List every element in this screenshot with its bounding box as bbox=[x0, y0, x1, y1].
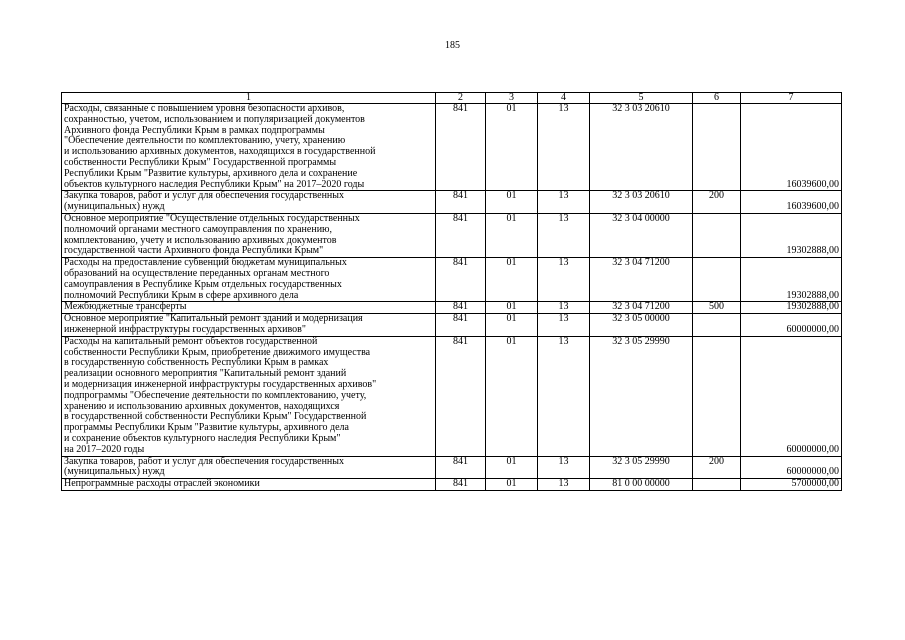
row-description bbox=[62, 302, 436, 314]
subsection-code: 13 bbox=[538, 191, 590, 214]
section-code: 01 bbox=[486, 302, 538, 314]
row-description bbox=[62, 258, 436, 302]
row-description bbox=[62, 336, 436, 456]
amount: 16039600,00 bbox=[741, 191, 842, 214]
header-cell-4: 4 bbox=[538, 93, 590, 104]
amount: 5700000,00 bbox=[741, 479, 842, 491]
page-number: 185 bbox=[445, 40, 460, 51]
subsection-code: 13 bbox=[538, 258, 590, 302]
amount: 60000000,00 bbox=[741, 456, 842, 479]
subsection-code: 13 bbox=[538, 314, 590, 337]
section-code: 01 bbox=[486, 191, 538, 214]
target-article-code: 32 3 03 20610 bbox=[590, 191, 693, 214]
header-cell-2: 2 bbox=[436, 93, 486, 104]
row-description-text: Межбюджетные трансферты bbox=[64, 301, 187, 313]
expense-type-code bbox=[693, 314, 741, 337]
expense-type-code bbox=[693, 213, 741, 257]
ministry-code: 841 bbox=[436, 479, 486, 491]
target-article-code: 32 3 04 71200 bbox=[590, 258, 693, 302]
subsection-code: 13 bbox=[538, 336, 590, 456]
budget-table bbox=[61, 92, 842, 491]
target-article-code: 81 0 00 00000 bbox=[590, 479, 693, 491]
target-article-code: 32 3 04 71200 bbox=[590, 302, 693, 314]
table-row bbox=[62, 479, 842, 491]
target-article-code: 32 3 04 00000 bbox=[590, 213, 693, 257]
ministry-code: 841 bbox=[436, 456, 486, 479]
subsection-code: 13 bbox=[538, 479, 590, 491]
row-description-text: Расходы, связанные с повышением уровня безопасности архивов, сохранностью, учетом, использованием и популяризацией документов Архивного фонда Республики Крым в рамках подпрограммы "Обеспечение деятельности по комплектованию, учету, хранению и использованию архивных документов, находящихся в государственной собственности Республики Крым" Государственной программы Республики Крым "Развитие культуры, архивного дела и сохранение объектов культурного наследия Республики Крым" на 2017–2020 годы bbox=[64, 103, 376, 190]
row-description bbox=[62, 213, 436, 257]
table-row bbox=[62, 213, 842, 257]
row-description-text: Закупка товаров, работ и услуг для обеспечения государственных (муниципальных) нужд bbox=[64, 455, 345, 478]
table-row bbox=[62, 191, 842, 214]
table-row bbox=[62, 314, 842, 337]
subsection-code: 13 bbox=[538, 104, 590, 191]
expense-type-code: 200 bbox=[693, 191, 741, 214]
table-row bbox=[62, 336, 842, 456]
ministry-code: 841 bbox=[436, 302, 486, 314]
row-description bbox=[62, 456, 436, 479]
row-description bbox=[62, 191, 436, 214]
row-description bbox=[62, 314, 436, 337]
table-row bbox=[62, 258, 842, 302]
row-description-text: Закупка товаров, работ и услуг для обеспечения государственных (муниципальных) нужд bbox=[64, 190, 345, 213]
target-article-code: 32 3 05 29990 bbox=[590, 456, 693, 479]
target-article-code: 32 3 03 20610 bbox=[590, 104, 693, 191]
amount: 16039600,00 bbox=[741, 104, 842, 191]
ministry-code: 841 bbox=[436, 213, 486, 257]
row-description bbox=[62, 479, 436, 491]
table-row bbox=[62, 302, 842, 314]
section-code: 01 bbox=[486, 104, 538, 191]
section-code: 01 bbox=[486, 479, 538, 491]
header-cell-3: 3 bbox=[486, 93, 538, 104]
ministry-code: 841 bbox=[436, 191, 486, 214]
header-cell-5: 5 bbox=[590, 93, 693, 104]
subsection-code: 13 bbox=[538, 456, 590, 479]
header-cell-1: 1 bbox=[62, 93, 436, 104]
section-code: 01 bbox=[486, 213, 538, 257]
amount: 19302888,00 bbox=[741, 258, 842, 302]
target-article-code: 32 3 05 00000 bbox=[590, 314, 693, 337]
header-cell-6: 6 bbox=[693, 93, 741, 104]
expense-type-code bbox=[693, 104, 741, 191]
section-code: 01 bbox=[486, 314, 538, 337]
header-cell-7: 7 bbox=[741, 93, 842, 104]
subsection-code: 13 bbox=[538, 302, 590, 314]
row-description-text: Расходы на предоставление субвенций бюджетам муниципальных образований на осуществление переданных органам местного самоуправления в Республике Крым отдельных государственных полномочий Республики Крым в сфере архивного дела bbox=[64, 257, 347, 301]
expense-type-code bbox=[693, 479, 741, 491]
table-row bbox=[62, 104, 842, 191]
row-description bbox=[62, 104, 436, 191]
section-code: 01 bbox=[486, 456, 538, 479]
ministry-code: 841 bbox=[436, 104, 486, 191]
table-row bbox=[62, 456, 842, 479]
row-description-text: Основное мероприятие "Осуществление отдельных государственных полномочий органами местного самоуправления по хранению, комплектованию, учету и использованию архивных документов государственной части Архивного фонда Республики Крым" bbox=[64, 212, 360, 257]
target-article-code: 32 3 05 29990 bbox=[590, 336, 693, 456]
expense-type-code: 200 bbox=[693, 456, 741, 479]
ministry-code: 841 bbox=[436, 314, 486, 337]
ministry-code: 841 bbox=[436, 336, 486, 456]
row-description-text: Расходы на капитальный ремонт объектов государственной собственности Республики Крым, приобретение движимого имущества в государственную собственность Республики Крым в рамках реализации основного мероприятия "Капитальный ремонт зданий и модернизация инженерной инфраструктуры государственных архивов" подпрограммы "Обеспечение деятельности по комплектованию, учету, хранению и использованию архивных документов, находящихся в государственной собственности Республики Крым" Государственной программы Республики Крым "Развитие культуры, архивного дела и сохранение объектов культурного наследия Республики Крым" на 2017–2020 годы bbox=[64, 335, 377, 455]
expense-type-code: 500 bbox=[693, 302, 741, 314]
row-description-text: Непрограммные расходы отраслей экономики bbox=[64, 478, 260, 490]
section-code: 01 bbox=[486, 258, 538, 302]
expense-type-code bbox=[693, 258, 741, 302]
amount: 60000000,00 bbox=[741, 314, 842, 337]
section-code: 01 bbox=[486, 336, 538, 456]
expense-type-code bbox=[693, 336, 741, 456]
ministry-code: 841 bbox=[436, 258, 486, 302]
row-description-text: Основное мероприятие "Капитальный ремонт зданий и модернизация инженерной инфраструктуры государственных архивов" bbox=[64, 313, 363, 335]
header-row bbox=[62, 93, 842, 104]
subsection-code: 13 bbox=[538, 213, 590, 257]
amount: 60000000,00 bbox=[741, 336, 842, 456]
amount: 19302888,00 bbox=[741, 213, 842, 257]
amount: 19302888,00 bbox=[741, 302, 842, 314]
